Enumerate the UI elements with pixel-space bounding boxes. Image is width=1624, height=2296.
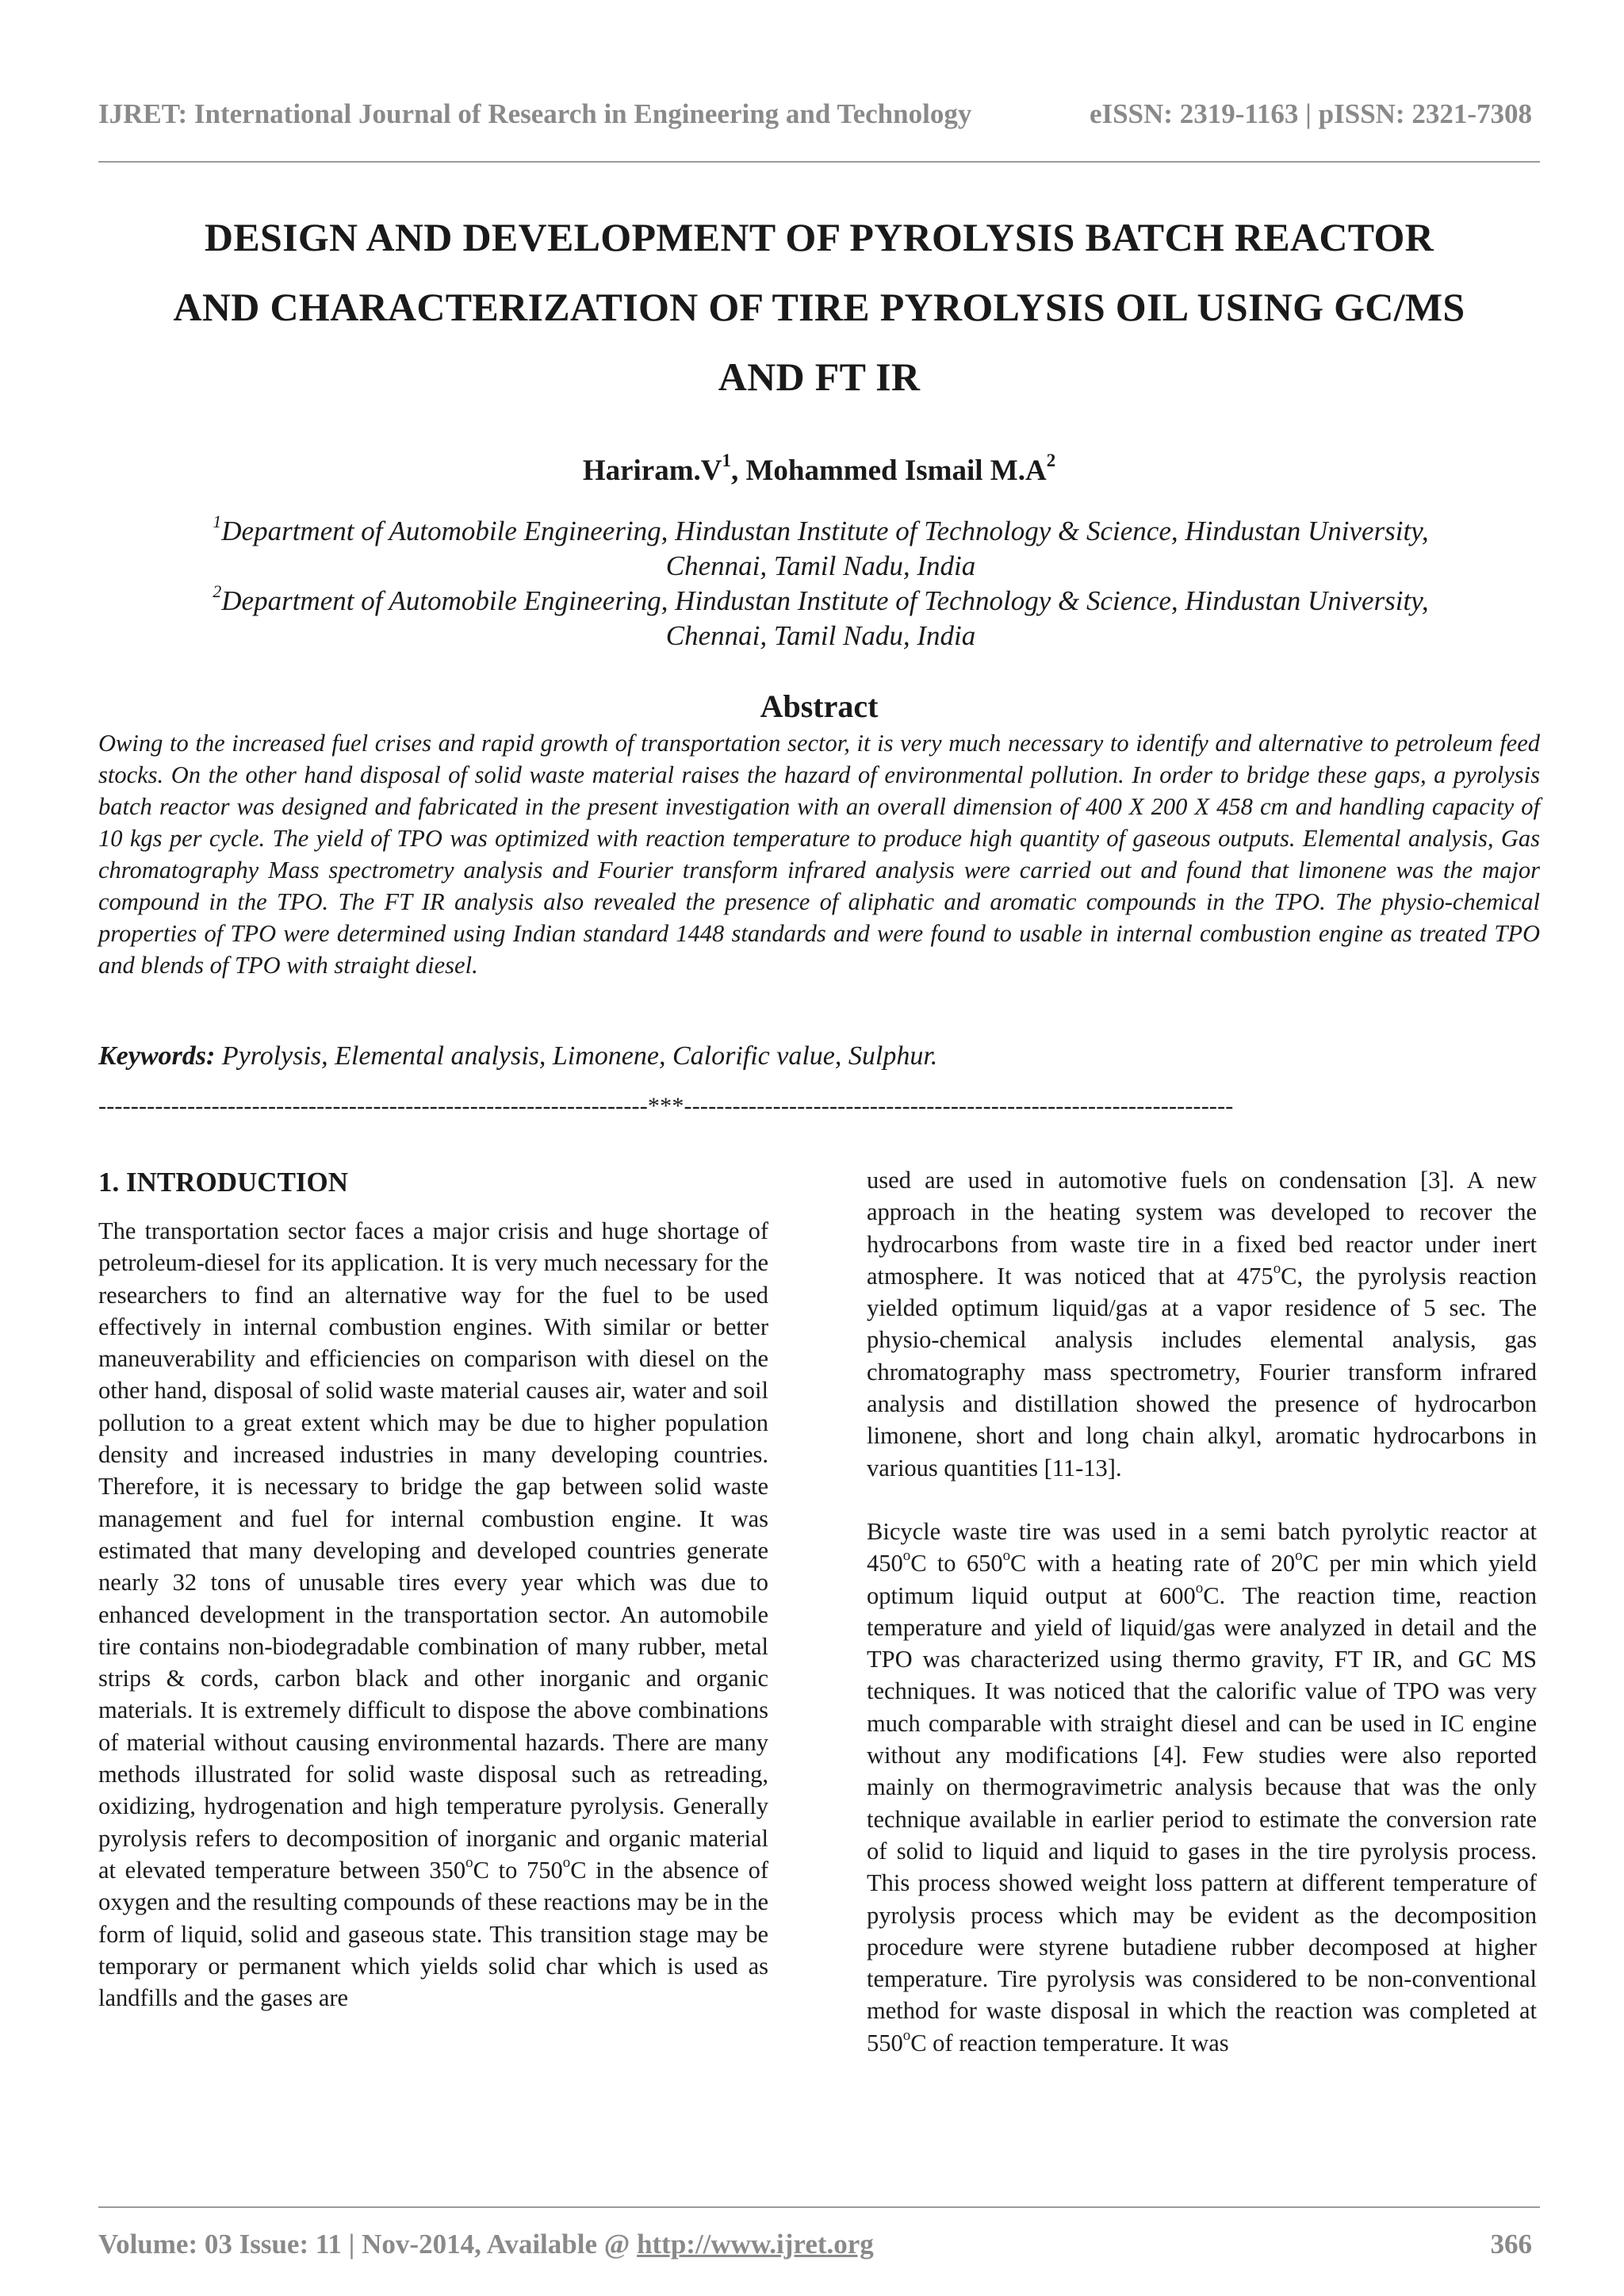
footer-link[interactable]: http://www.ijret.org — [637, 2229, 874, 2260]
header-rule — [98, 161, 1540, 163]
degree-sup: o — [1195, 1579, 1204, 1596]
degree-sup: o — [562, 1853, 571, 1871]
keywords — [98, 1041, 1540, 1071]
author-sep: , — [730, 454, 746, 487]
page-number: 366 — [1490, 2229, 1532, 2260]
author-sup: 1 — [722, 450, 731, 471]
abstract-heading: Abstract — [760, 688, 879, 724]
author-sup: 2 — [1046, 450, 1056, 471]
paragraph-text: C of reaction temperature. It was — [910, 2029, 1229, 2056]
affiliation — [119, 584, 1522, 654]
affiliation-line: Department of Automobile Engineering, Hindustan Institute of Technology & Science, Hindustan University, — [221, 585, 1429, 616]
paragraph-text: C per min which yield optimum liquid output at 600 — [867, 1550, 1537, 1609]
author-name: Hariram.V — [582, 454, 722, 487]
degree-sup: o — [465, 1853, 473, 1871]
paragraph-text: C to 650 — [910, 1550, 1003, 1577]
degree-sup: o — [1273, 1259, 1281, 1277]
title-line: AND FT IR — [718, 355, 921, 399]
section-heading: 1. INTRODUCTION — [98, 1167, 349, 1198]
paper-title — [98, 202, 1540, 412]
degree-sup: o — [1295, 1547, 1303, 1565]
degree-sup: o — [902, 1547, 911, 1565]
keywords-label: Keywords: — [98, 1041, 216, 1071]
affiliation-line: Department of Automobile Engineering, Hindustan Institute of Technology & Science, Hindustan University, — [221, 516, 1429, 546]
author-name: Mohammed Ismail M.A — [745, 454, 1047, 487]
paragraph — [867, 1164, 1537, 1484]
footer-text: Volume: 03 Issue: 11 | Nov-2014, Available @ — [98, 2229, 638, 2260]
keywords-text: Pyrolysis, Elemental analysis, Limonene, Calorific value, Sulphur. — [215, 1041, 938, 1071]
authors — [98, 450, 1540, 488]
paragraph-text: C, the pyrolysis reaction yielded optimum liquid/gas at a vapor residence of 5 sec. The physio-chemical analysis includes elemental analysis, gas chromatography mass spectrometry, Fourier transform infrared analysis and distillation showed the presence of hydrocarbon limonene, short and long chain alkyl, aromatic hydrocarbons in various quantities [11-13]. — [867, 1262, 1537, 1481]
paragraph-text: Bicycle waste tire was used in a semi batch pyrolytic reactor at 450 — [867, 1517, 1537, 1577]
paragraph-text: C with a heating rate of 20 — [1010, 1550, 1296, 1577]
paragraph — [98, 1215, 768, 2014]
affiliation-sup: 1 — [213, 512, 222, 532]
paragraph-text: used are used in automotive fuels on condensation [3]. A new approach in the heating system was developed to recover the hydrocarbons from waste tire in a fixed bed reactor under inert atmosphere. It was noticed that at 475 — [867, 1167, 1537, 1290]
affiliation-line: Chennai, Tamil Nadu, India — [665, 550, 976, 581]
degree-sup: o — [902, 2026, 911, 2044]
issn-header: eISSN: 2319-1163 | pISSN: 2321-7308 — [1089, 98, 1532, 129]
title-line: AND CHARACTERIZATION OF TIRE PYROLYSIS OIL USING GC/MS — [173, 285, 1465, 329]
affiliation-line: Chennai, Tamil Nadu, India — [665, 620, 976, 651]
abstract-text: Owing to the increased fuel crises and rapid growth of transportation sector, it is very much necessary to identify and alternative to petroleum feed stocks. On the other hand disposal of solid waste material raises the hazard of environmental pollution. In order to bridge these gaps, a pyrolysis batch reactor was designed and fabricated in the present investigation with an overall dimension of 400 X 200 X 458 cm and handling capacity of 10 kgs per cycle. The yield of TPO was optimized with reaction temperature to produce high quantity of gaseous outputs. Elemental analysis, Gas chromatography Mass spectrometry analysis and Fourier transform infrared analysis were carried out and found that limonene was the major compound in the TPO. The FT IR analysis also revealed the presence of aliphatic and aromatic compounds in the TPO. The physio-chemical properties of TPO were determined using Indian standard 1448 standards and were found to usable in internal combustion engine as treated TPO and blends of TPO with straight diesel. — [98, 730, 1540, 979]
paragraph-text: C in the absence of oxygen and the resulting compounds of these reactions may be in the form of liquid, solid and gaseous state. This transition stage may be temporary or permanent which yields solid char which is used as landfills and the gases are — [98, 1856, 768, 2012]
paragraph-text: C to 750 — [473, 1856, 563, 1884]
degree-sup: o — [1002, 1547, 1011, 1565]
affiliation-sup: 2 — [213, 582, 222, 602]
paragraph — [867, 1516, 1537, 2059]
journal-header: IJRET: International Journal of Research in Engineering and Technology — [98, 98, 972, 129]
left-column — [98, 1166, 768, 2014]
section-separator: --------------------------------------------------------------------***-------------------------------------------------------------------- — [98, 1093, 1234, 1119]
paragraph-text: C. The reaction time, reaction temperature and yield of liquid/gas were analyzed in detail and the TPO was characterized using thermo gravity, FT IR, and GC MS techniques. It was noticed that the calorific value of TPO was very much comparable with straight diesel and can be used in IC engine without any modifications [4]. Few studies were also reported mainly on thermogravimetric analysis because that was the only technique available in earlier period to estimate the conversion rate of solid to liquid and liquid to gases in the tire pyrolysis process. This process showed weight loss pattern at different temperature of pyrolysis process which may be evident as the decomposition procedure were styrene butadiene rubber decomposed at higher temperature. Tire pyrolysis was considered to be non-conventional method for waste disposal in which the reaction was completed at 550 — [867, 1581, 1537, 2056]
footer-volume — [98, 2229, 874, 2260]
footer-rule — [98, 2206, 1540, 2208]
affiliation — [119, 514, 1522, 584]
title-line: DESIGN AND DEVELOPMENT OF PYROLYSIS BATCH REACTOR — [204, 215, 1434, 259]
right-column — [867, 1164, 1537, 2059]
paragraph-text: The transportation sector faces a major crisis and huge shortage of petroleum-diesel for its application. It is very much necessary for the researchers to find an alternative way for the fuel to be used effectively in internal combustion engines. With similar or better maneuverability and efficiencies on comparison with diesel on the other hand, disposal of solid waste material causes air, water and soil pollution to a great extent which may be due to higher population density and increased industries in many developing countries. Therefore, it is necessary to bridge the gap between solid waste management and fuel for internal combustion engine. It was estimated that many developing and developed countries generate nearly 32 tons of unusable tires every year which was due to enhanced development in the transportation sector. An automobile tire contains non-biodegradable combination of many rubber, metal strips & cords, carbon black and other inorganic and organic materials. It is extremely difficult to dispose the above combinations of material without causing environmental hazards. There are many methods illustrated for solid waste disposal such as retreading, oxidizing, hydrogenation and high temperature pyrolysis. Generally pyrolysis refers to decomposition of inorganic and organic material at elevated temperature between 350 — [98, 1217, 768, 1884]
